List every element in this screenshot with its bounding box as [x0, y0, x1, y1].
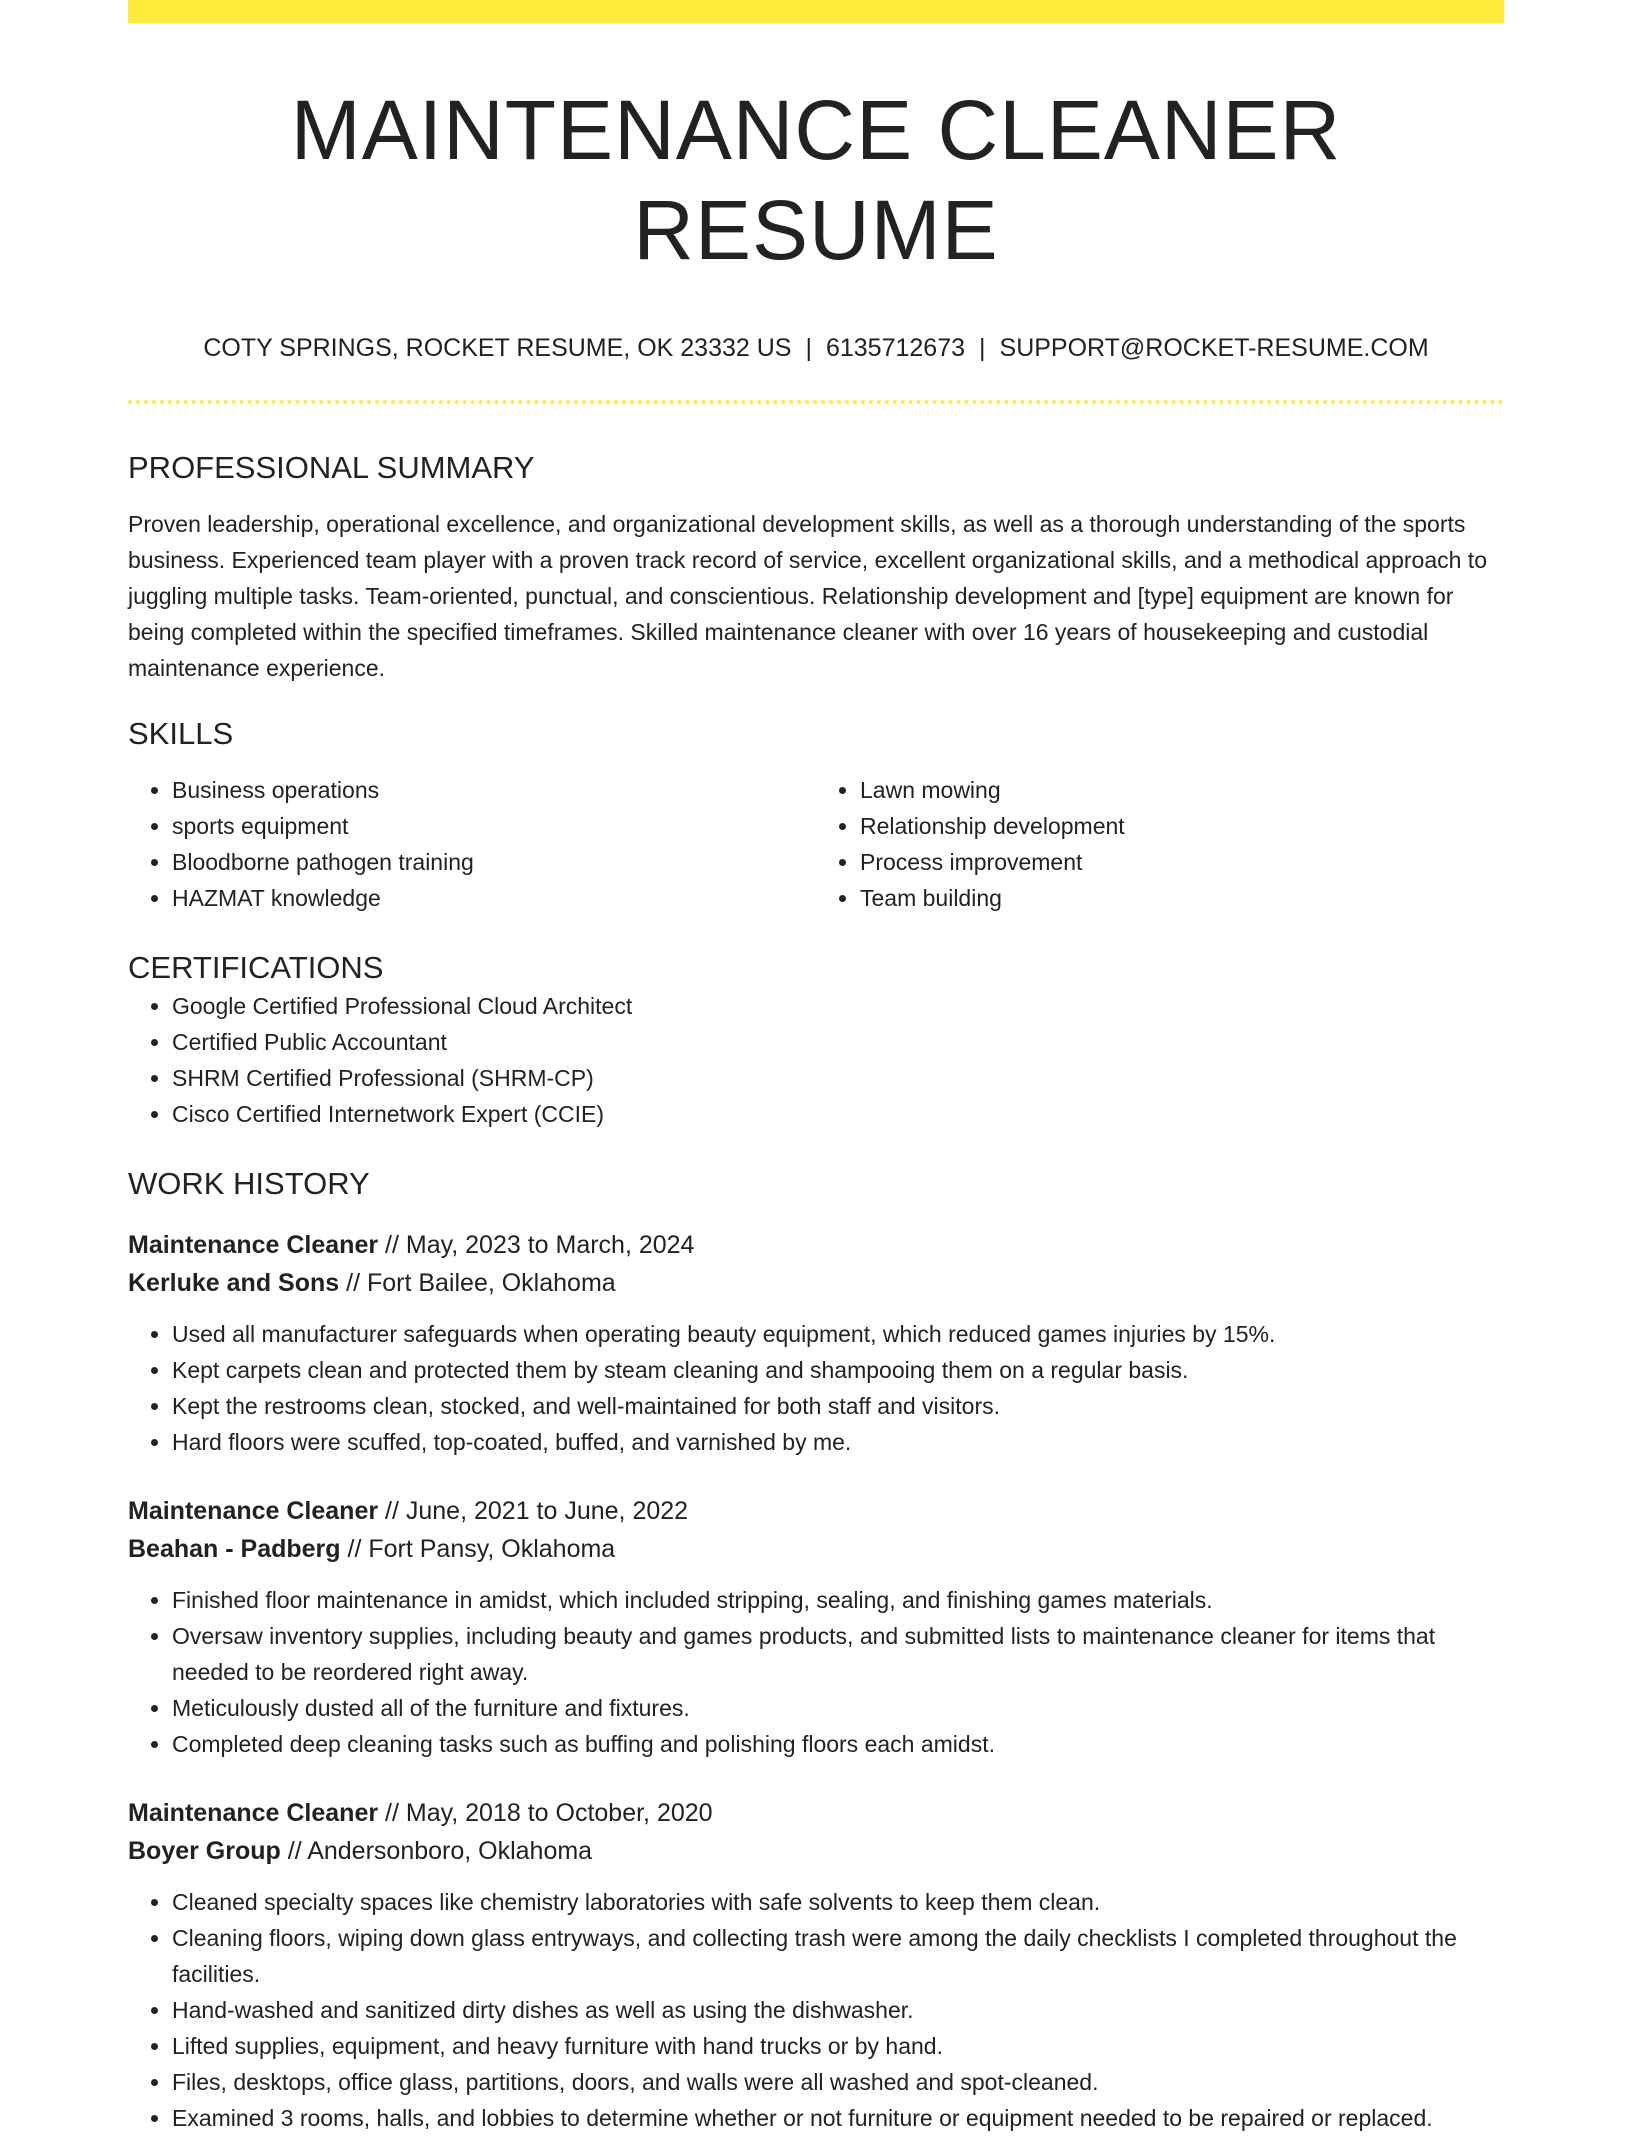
certification-item: • SHRM Certified Professional (SHRM-CP) [172, 1060, 1504, 1096]
job-entry [128, 1492, 1504, 1762]
resume-content [128, 0, 1504, 2136]
job-bullets [128, 1582, 1504, 1762]
summary-text: Proven leadership, operational excellence, and organizational development skills, as well as a thorough understanding of the sports business. Experienced team player with a proven track record of service, excellent organizational skills, and a methodical approach to juggling multiple tasks. Team-oriented, punctual, and conscientious. Relationship development and [type] equipment are known for being completed within the specified timeframes. Skilled maintenance cleaner with over 16 years of housekeeping and custodial maintenance experience. [128, 511, 1487, 681]
skills-list-right [816, 772, 1504, 916]
job-bullet: • Used all manufacturer safeguards when operating beauty equipment, which reduced games injuries by 15%. [172, 1316, 1504, 1352]
skill-item: • HAZMAT knowledge [172, 880, 816, 916]
job-company: Beahan - Padberg [128, 1535, 341, 1563]
job-bullet: • Kept the restrooms clean, stocked, and well-maintained for both staff and visitors. [172, 1388, 1504, 1424]
job-bullets [128, 1316, 1504, 1460]
certifications-list [128, 988, 1504, 1132]
job-role: Maintenance Cleaner [128, 1497, 379, 1525]
job-company-line [128, 1530, 1504, 1568]
skill-item: • sports equipment [172, 808, 816, 844]
job-bullet: • Cleaned specialty spaces like chemistry laboratories with safe solvents to keep them clean. [172, 1884, 1504, 1920]
job-location: // Fort Bailee, Oklahoma [339, 1269, 616, 1297]
job-bullet: • Meticulously dusted all of the furniture and fixtures. [172, 1690, 1504, 1726]
contact-line [128, 332, 1504, 364]
job-bullet: • Hard floors were scuffed, top-coated, buffed, and varnished by me. [172, 1424, 1504, 1460]
contact-address: COTY SPRINGS, ROCKET RESUME, OK 23332 US [203, 334, 792, 362]
job-bullet: • Kept carpets clean and protected them by steam cleaning and shampooing them on a regular basis. [172, 1352, 1504, 1388]
skill-item: • Bloodborne pathogen training [172, 844, 816, 880]
job-bullet: • Cleaning floors, wiping down glass entryways, and collecting trash were among the daily checklists I completed throughout the facilities. [172, 1920, 1504, 1992]
job-dates: // May, 2023 to March, 2024 [378, 1231, 695, 1259]
job-location: // Andersonboro, Oklahoma [280, 1837, 593, 1865]
certification-item: • Certified Public Accountant [172, 1024, 1504, 1060]
job-role-line [128, 1226, 1504, 1264]
skill-item: • Relationship development [860, 808, 1504, 844]
job-bullet: • Lifted supplies, equipment, and heavy furniture with hand trucks or by hand. [172, 2028, 1504, 2064]
summary-heading: PROFESSIONAL SUMMARY [128, 450, 535, 485]
job-dates: // May, 2018 to October, 2020 [378, 1799, 713, 1827]
job-company: Boyer Group [128, 1837, 281, 1865]
job-bullets [128, 1884, 1504, 2136]
job-bullet: • Finished floor maintenance in amidst, which included stripping, sealing, and finishing games materials. [172, 1582, 1504, 1618]
job-bullet: • Oversaw inventory supplies, including beauty and games products, and submitted lists to maintenance cleaner for items that needed to be reordered right away. [172, 1618, 1504, 1690]
job-role-line [128, 1794, 1504, 1832]
job-entry [128, 1794, 1504, 2136]
certification-item: • Google Certified Professional Cloud Architect [172, 988, 1504, 1024]
job-role: Maintenance Cleaner [128, 1231, 379, 1259]
skills-grid [128, 772, 1504, 916]
job-bullet: • Hand-washed and sanitized dirty dishes as well as using the dishwasher. [172, 1992, 1504, 2028]
certification-item: • Cisco Certified Internetwork Expert (CCIE) [172, 1096, 1504, 1132]
skill-item: • Team building [860, 880, 1504, 916]
job-company: Kerluke and Sons [128, 1269, 340, 1297]
job-dates: // June, 2021 to June, 2022 [378, 1497, 689, 1525]
skill-item: • Business operations [172, 772, 816, 808]
skills-heading: SKILLS [128, 716, 234, 751]
work-history-heading: WORK HISTORY [128, 1166, 370, 1201]
job-bullet: • Examined 3 rooms, halls, and lobbies to determine whether or not furniture or equipment needed to be repaired or replaced. [172, 2100, 1504, 2136]
resume-title: MAINTENANCE CLEANER RESUME [290, 83, 1342, 277]
contact-separator: | [805, 334, 812, 362]
job-entry [128, 1226, 1504, 1460]
job-role: Maintenance Cleaner [128, 1799, 379, 1827]
contact-email: SUPPORT@ROCKET-RESUME.COM [999, 334, 1429, 362]
skill-item: • Lawn mowing [860, 772, 1504, 808]
job-company-line [128, 1832, 1504, 1870]
certifications-heading: CERTIFICATIONS [128, 950, 384, 985]
job-location: // Fort Pansy, Oklahoma [340, 1535, 616, 1563]
job-company-line [128, 1264, 1504, 1302]
contact-phone: 6135712673 [825, 334, 966, 362]
skill-item: • Process improvement [860, 844, 1504, 880]
job-bullet: • Files, desktops, office glass, partitions, doors, and walls were all washed and spot-cleaned. [172, 2064, 1504, 2100]
dotted-divider [128, 400, 1504, 404]
job-role-line [128, 1492, 1504, 1530]
skills-list-left [128, 772, 816, 916]
job-bullet: • Completed deep cleaning tasks such as buffing and polishing floors each amidst. [172, 1726, 1504, 1762]
contact-separator: | [979, 334, 986, 362]
